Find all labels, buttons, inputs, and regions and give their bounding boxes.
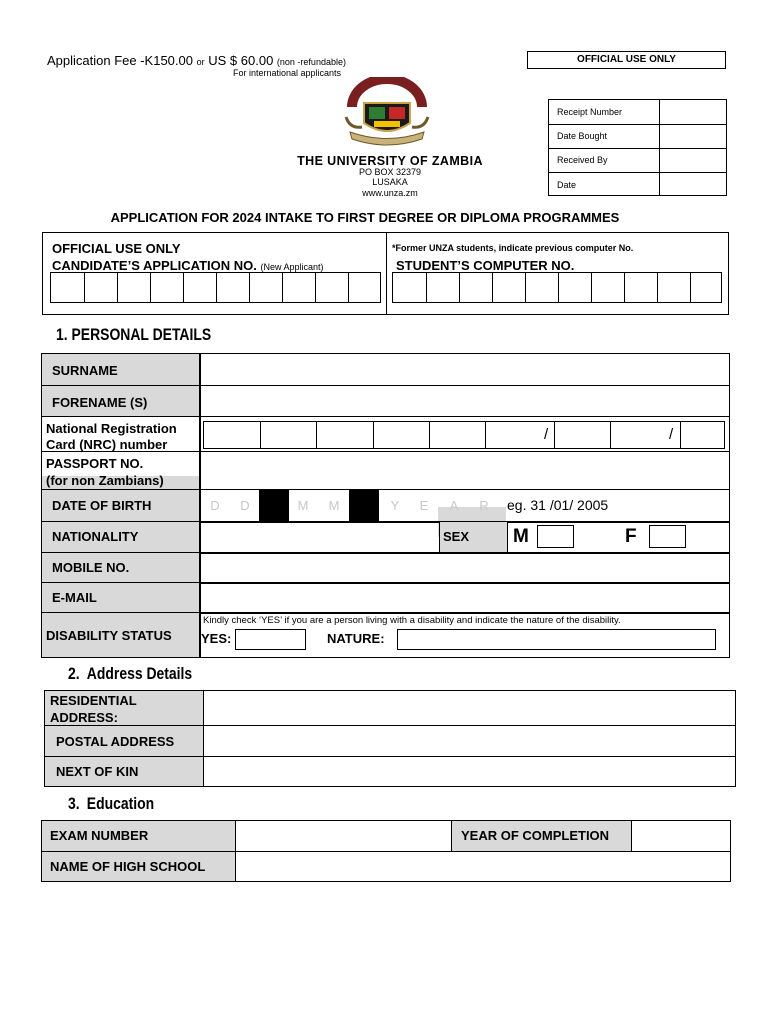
- date-bought-label: Date Bought: [557, 131, 608, 141]
- dob-d1: D: [210, 498, 220, 513]
- section2-title: [68, 664, 192, 684]
- dob-field[interactable]: [200, 490, 500, 521]
- dob-m1: M: [297, 498, 309, 513]
- section2-number: 2.: [68, 664, 80, 683]
- computer-no-cells[interactable]: [392, 272, 722, 303]
- passport-field[interactable]: [200, 452, 729, 489]
- application-no-cells[interactable]: [50, 272, 381, 303]
- nrc-cells[interactable]: [203, 421, 725, 449]
- dob-y1: Y: [390, 498, 400, 513]
- dob-d2: D: [240, 498, 250, 513]
- section3-heading: Education: [86, 794, 155, 813]
- nationality-field[interactable]: [200, 522, 439, 552]
- dob-y4: R: [479, 498, 489, 513]
- nrc-separator-1: /: [544, 426, 549, 443]
- intl-note: For international applicants: [233, 68, 342, 78]
- nrc-separator-2: /: [669, 426, 674, 443]
- fee-or: or: [196, 57, 205, 67]
- dob-y2: E: [419, 498, 429, 513]
- university-seal: [342, 77, 432, 149]
- exam-number-label: EXAM NUMBER: [50, 828, 149, 843]
- university-box: PO BOX 32379: [358, 167, 422, 177]
- dob-label: DATE OF BIRTH: [52, 498, 152, 513]
- passport-label-line2: (for non Zambians): [46, 473, 164, 488]
- form-title: APPLICATION FOR 2024 INTAKE TO FIRST DEGREE OR DIPLOMA PROGRAMMES: [110, 210, 620, 225]
- sex-m-checkbox[interactable]: [537, 525, 574, 548]
- receipt-table: [548, 99, 727, 196]
- nrc-label-line2: Card (NRC) number: [46, 437, 168, 452]
- university-city: LUSAKA: [372, 177, 408, 187]
- exam-number-field[interactable]: [236, 821, 451, 851]
- section2-heading: Address Details: [86, 664, 193, 683]
- high-school-label: NAME OF HIGH SCHOOL: [50, 859, 206, 874]
- university-name: THE UNIVERSITY OF ZAMBIA: [297, 154, 483, 168]
- disability-note: Kindly check ‘YES’ if you are a person living with a disability and indicate the nature of the disability.: [203, 615, 621, 626]
- year-completion-label: YEAR OF COMPLETION: [461, 828, 610, 843]
- official-use-top: OFFICIAL USE ONLY: [527, 51, 726, 69]
- disability-yes-checkbox[interactable]: [235, 629, 306, 650]
- official-use-label: OFFICIAL USE ONLY: [52, 241, 181, 256]
- date-field[interactable]: [660, 173, 726, 195]
- sex-f-checkbox[interactable]: [649, 525, 686, 548]
- email-label: E-MAIL: [52, 590, 97, 605]
- former-student-note: *Former UNZA students, indicate previous computer No.: [392, 243, 634, 253]
- fee-note: (non -refundable): [276, 57, 346, 67]
- dob-m2: M: [328, 498, 340, 513]
- fee-line: [47, 53, 346, 68]
- year-completion-field[interactable]: [632, 821, 730, 851]
- receipt-number-label: Receipt Number: [557, 107, 623, 117]
- high-school-field[interactable]: [236, 852, 730, 881]
- sex-label: SEX: [443, 529, 470, 544]
- forenames-label: FORENAME (S): [52, 395, 148, 410]
- sex-f-label: F: [625, 526, 637, 547]
- section1-title: 1. PERSONAL DETAILS: [56, 325, 212, 344]
- disability-nature-field[interactable]: [397, 629, 716, 650]
- computer-no-label: STUDENT’S COMPUTER NO.: [396, 258, 575, 273]
- dob-example: eg. 31 /01/ 2005: [507, 497, 609, 513]
- application-no-text: CANDIDATE’S APPLICATION NO.: [52, 258, 257, 273]
- date-bought-field[interactable]: [660, 125, 726, 148]
- residential-field[interactable]: [204, 691, 735, 725]
- nationality-label: NATIONALITY: [52, 529, 139, 544]
- new-applicant-note: (New Applicant): [260, 262, 324, 272]
- university-web: www.unza.zm: [362, 188, 418, 198]
- postal-field[interactable]: [204, 726, 735, 756]
- fee-amount: Application Fee -K150.00: [47, 53, 193, 68]
- application-no-label: [52, 258, 324, 273]
- surname-label: SURNAME: [52, 363, 118, 378]
- fee-usd: US $ 60.00: [208, 53, 274, 68]
- nrc-label-line1: National Registration: [46, 421, 177, 436]
- postal-label: POSTAL ADDRESS: [56, 734, 175, 749]
- next-of-kin-label: NEXT OF KIN: [56, 764, 139, 779]
- mobile-label: MOBILE NO.: [52, 560, 130, 575]
- date-label: Date: [557, 180, 577, 190]
- disability-yes-label: YES:: [201, 631, 232, 646]
- receipt-number-field[interactable]: [660, 100, 726, 124]
- received-by-label: Received By: [557, 155, 608, 165]
- sex-m-label: M: [513, 526, 529, 547]
- received-by-field[interactable]: [660, 149, 726, 172]
- surname-field[interactable]: [200, 354, 729, 385]
- passport-label-line1: PASSPORT NO.: [46, 456, 144, 471]
- next-of-kin-field[interactable]: [204, 757, 735, 786]
- dob-y3: A: [449, 498, 459, 513]
- residential-label-line1: RESIDENTIAL: [50, 693, 137, 708]
- disability-label: DISABILITY STATUS: [46, 628, 172, 643]
- residential-label-line2: ADDRESS:: [50, 710, 118, 725]
- forenames-field[interactable]: [200, 386, 729, 416]
- email-field[interactable]: [200, 583, 729, 612]
- section3-number: 3.: [68, 794, 80, 813]
- section3-title: [68, 794, 154, 814]
- disability-nature-label: NATURE:: [327, 631, 385, 646]
- mobile-field[interactable]: [200, 553, 729, 582]
